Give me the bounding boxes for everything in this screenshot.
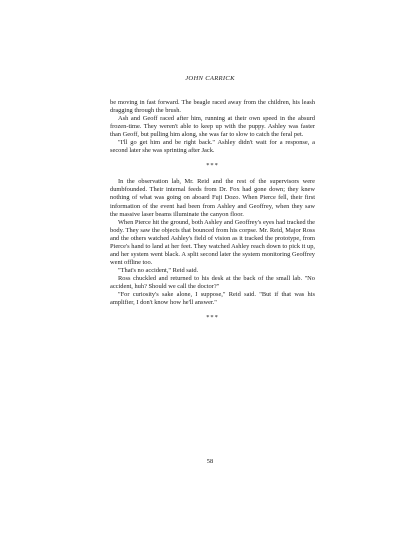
- paragraph: When Pierce hit the ground, both Ashley and Geoffrey's eyes had tracked the body. They saw the objects that bounced from his corpse. Mr. Reid, Major Ross and the others watched Ashley's field of vision as it tracked the prototype, from Pierce's hand to land at her feet. They watched Ashley reach down to pick it up, and her system went black. A split second later the system monitoring Geoffrey went offline too.: [110, 218, 315, 266]
- running-head: JOHN CARRICK: [185, 75, 235, 82]
- paragraph: "For curiosity's sake alone, I suppose," Reid said. "But if that was his amplifier, I don't know how he'll answer.": [110, 291, 315, 307]
- paragraph: In the observation lab, Mr. Reid and the rest of the supervisors were dumbfounded. Their internal feeds from Dr. Fox had gone down; they knew nothing of what was going on aboard Fuji Dozo. When Pierce fell, their first information of the event had been from Ashley and Geoffrey, when they saw the massive laser beams illuminate the canyon floor.: [110, 178, 315, 218]
- scene-break: ***: [206, 314, 219, 322]
- paragraph: Ross chuckled and returned to his desk at the back of the small lab. "No accident, huh? Should we call the doctor?": [110, 274, 315, 290]
- paragraph: Ash and Geoff raced after him, running at their own speed in the absurd frozen-time. They weren't able to keep up with the puppy. Ashley was faster than Geoff, but pulling him along, she was far to slow to catch the feral pet.: [110, 115, 315, 139]
- paragraph: be moving in fast forward. The beagle raced away from the children, his leash dragging through the brush.: [110, 99, 315, 115]
- scene-break: ***: [206, 162, 219, 170]
- page-number: 58: [206, 458, 214, 465]
- body-text: [110, 99, 315, 330]
- paragraph: "That's no accident," Reid said.: [118, 266, 199, 274]
- paragraph: "I'll go get him and be right back." Ashley didn't wait for a response, a second later she was sprinting after Jack.: [110, 139, 315, 155]
